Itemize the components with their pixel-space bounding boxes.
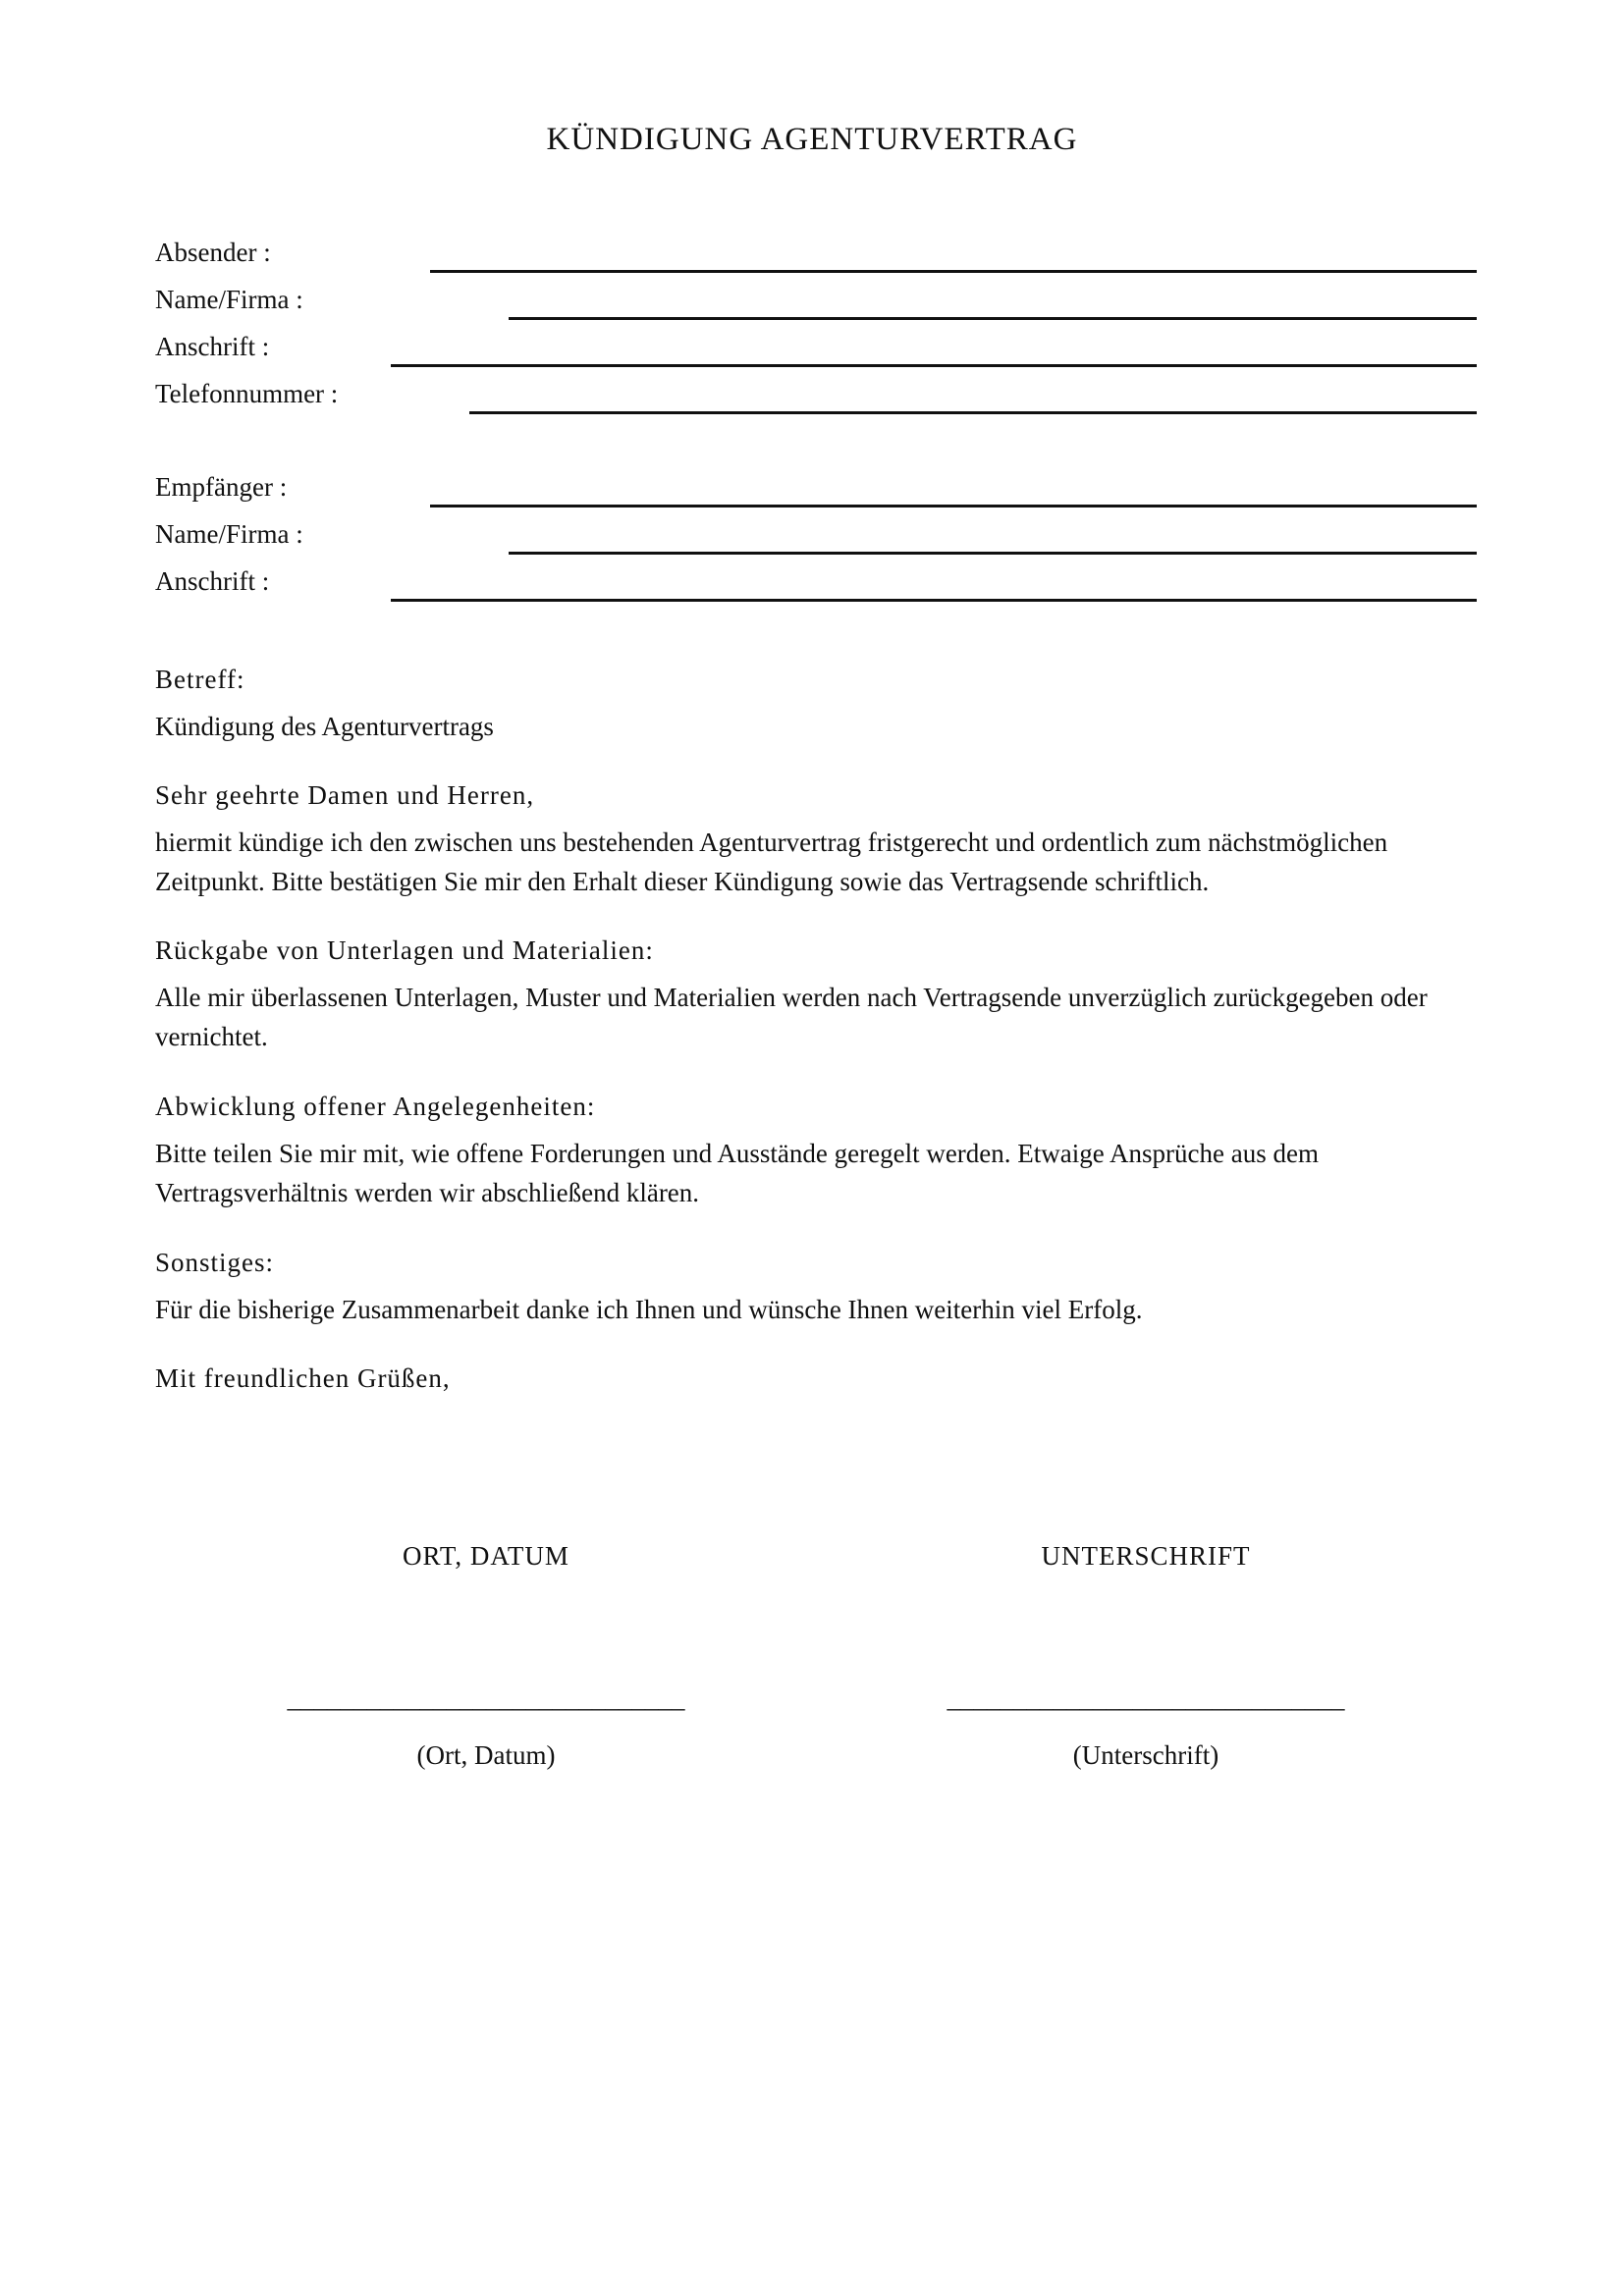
signature-heading: UNTERSCHRIFT [1041,1541,1251,1571]
sender-heading-line[interactable] [430,270,1477,273]
signature-caption: (Unterschrift) [1072,1740,1219,1770]
sender-address-label: Anschrift : [155,332,270,361]
return-line-2: vernichtet. [155,1022,268,1051]
return-line-1: Alle mir überlassenen Unterlagen, Muster und Materialien werden nach Vertragsende unverzüglich zurückgegeben oder [155,983,1428,1012]
subject-text: Kündigung des Agenturvertrags [155,712,494,741]
subject-label: Betreff: [155,665,245,694]
sender-address-line[interactable] [391,364,1477,367]
settlement-line-2: Vertragsverhältnis werden wir abschließend klären. [155,1178,700,1207]
place-date-line[interactable]: ______________________________ [287,1683,685,1713]
other-heading: Sonstiges: [155,1248,275,1277]
recipient-address-line[interactable] [391,599,1477,602]
recipient-name-line[interactable] [509,552,1477,555]
recipient-address-label: Anschrift : [155,566,270,596]
sender-heading: Absender : [155,238,271,267]
settlement-heading: Abwicklung offener Angelegenheiten: [155,1092,596,1121]
return-heading: Rückgabe von Unterlagen und Materialien: [155,935,654,965]
signature-line[interactable]: ______________________________ [947,1683,1345,1713]
closing: Mit freundlichen Grüßen, [155,1363,451,1393]
place-date-heading: ORT, DATUM [403,1541,569,1571]
place-date-caption: (Ort, Datum) [416,1740,556,1770]
recipient-name-label: Name/Firma : [155,519,303,549]
sender-phone-line[interactable] [469,411,1477,414]
recipient-heading: Empfänger : [155,472,288,502]
document-title: KÜNDIGUNG AGENTURVERTRAG [546,122,1078,157]
sender-name-label: Name/Firma : [155,285,303,314]
intro-line-2: Zeitpunkt. Bitte bestätigen Sie mir den Erhalt dieser Kündigung sowie das Vertragsende schriftlich. [155,867,1210,896]
recipient-heading-line[interactable] [430,505,1477,507]
other-line-1: Für die bisherige Zusammenarbeit danke ich Ihnen und wünsche Ihnen weiterhin viel Erfolg. [155,1295,1143,1324]
intro-line-1: hiermit kündige ich den zwischen uns bestehenden Agenturvertrag fristgerecht und ordentlich zum nächstmöglichen [155,828,1388,857]
salutation: Sehr geehrte Damen und Herren, [155,780,535,810]
sender-phone-label: Telefonnummer : [155,379,339,408]
settlement-line-1: Bitte teilen Sie mir mit, wie offene Forderungen und Ausstände geregelt werden. Etwaige Ansprüche aus dem [155,1139,1319,1168]
sender-name-line[interactable] [509,317,1477,320]
